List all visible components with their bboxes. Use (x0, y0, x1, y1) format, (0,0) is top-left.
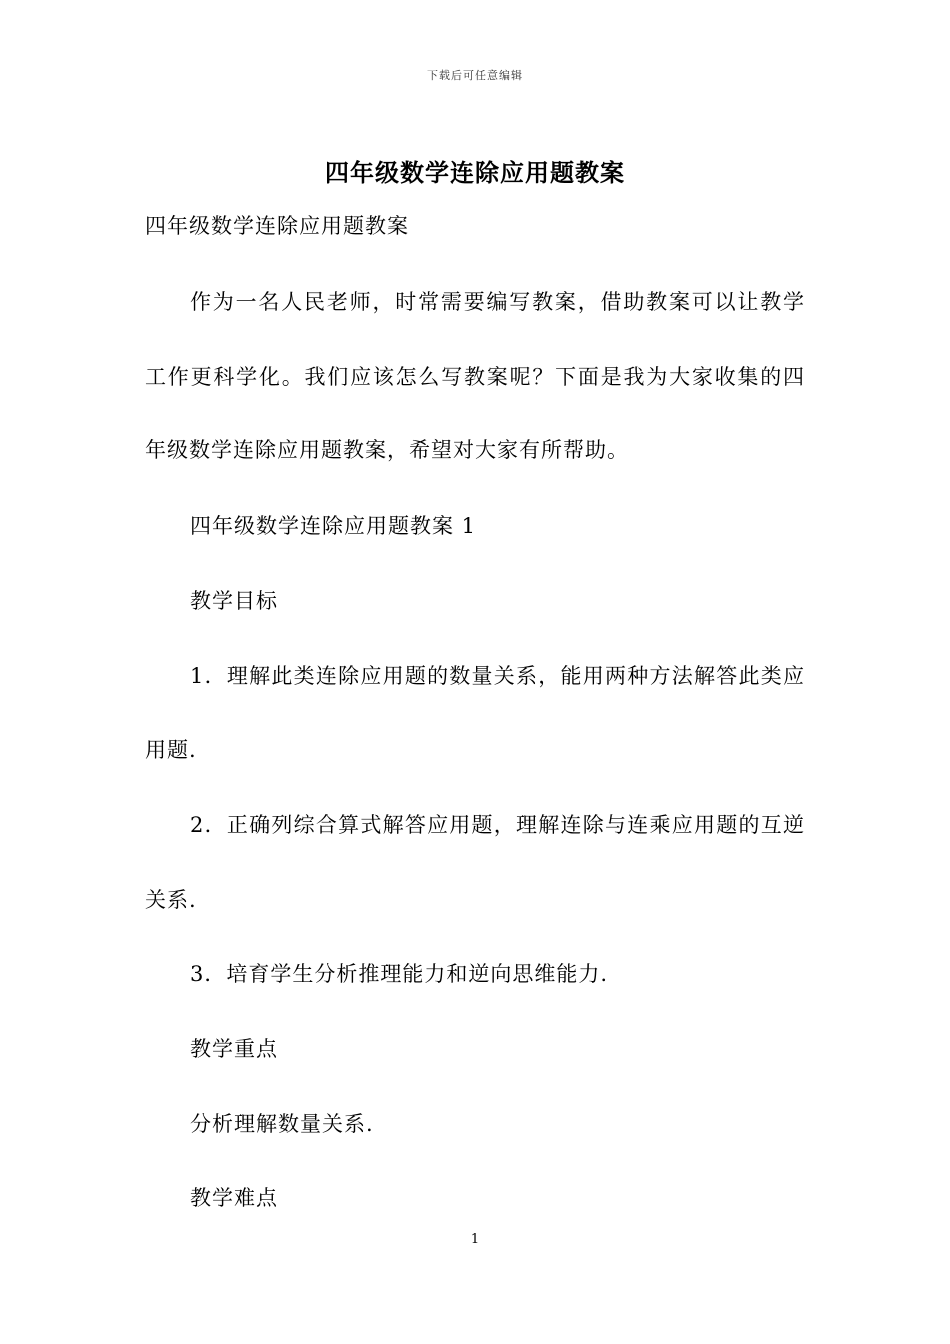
paragraph-line: 分析理解数量关系. (190, 1112, 374, 1136)
section-heading: 教学重点 (190, 1037, 278, 1061)
header-note: 下载后可任意编辑 (427, 69, 523, 82)
list-item-line: 1．理解此类连除应用题的数量关系，能用两种方法解答此类应 (190, 664, 805, 688)
paragraph-line: 工作更科学化。我们应该怎么写教案呢？下面是我为大家收集的四 (145, 365, 805, 389)
list-item-line: 用题. (145, 738, 197, 762)
section-heading: 教学难点 (190, 1186, 278, 1210)
list-item-line: 关系. (145, 888, 197, 912)
section-heading: 教学目标 (190, 589, 278, 613)
list-item-line: 3．培育学生分析推理能力和逆向思维能力. (190, 962, 609, 986)
document-title: 四年级数学连除应用题教案 (325, 159, 625, 187)
section-heading: 四年级数学连除应用题教案 1 (190, 514, 477, 538)
paragraph-line: 作为一名人民老师，时常需要编写教案，借助教案可以让教学 (190, 290, 805, 314)
paragraph-line: 年级数学连除应用题教案，希望对大家有所帮助。 (145, 438, 629, 462)
page-number: 1 (470, 1232, 480, 1247)
list-item-line: 2．正确列综合算式解答应用题，理解连除与连乘应用题的互逆 (190, 813, 805, 837)
subtitle-line: 四年级数学连除应用题教案 (145, 214, 409, 238)
